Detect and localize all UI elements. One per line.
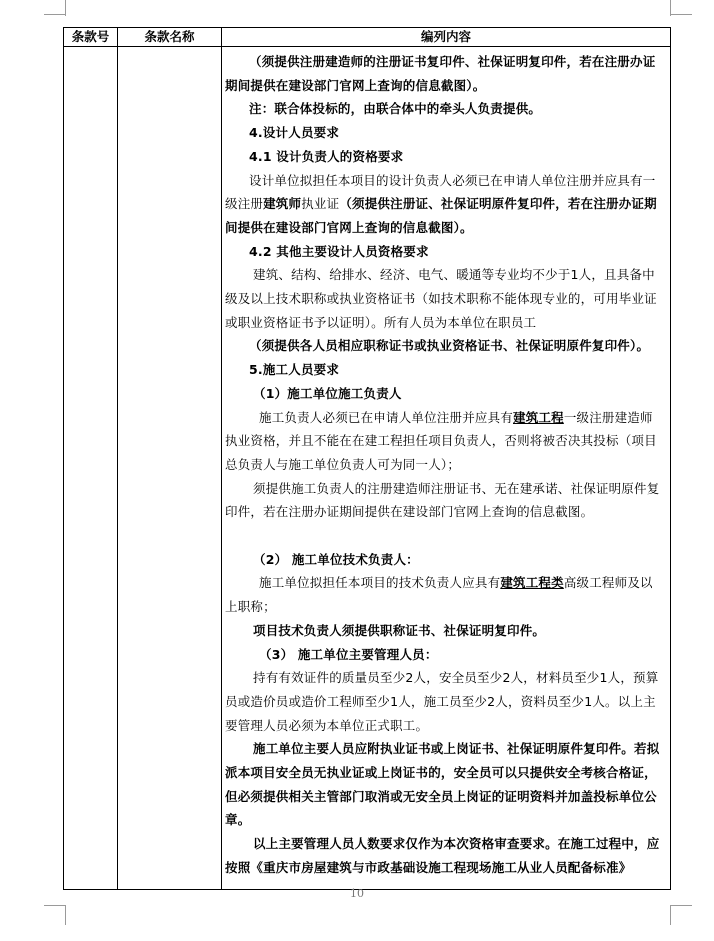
section-heading: 4.设计人员要求	[249, 125, 340, 141]
text-run: 高级工程师及以上职称；	[225, 575, 653, 615]
paragraph	[225, 406, 664, 477]
text-run-bold: 建筑师	[263, 196, 302, 212]
paragraph: 持有有效证件的质量员至少2人，安全员至少2人，材料员至少1人，预算员或造价员或造价工程师至少1人，施工员至少2人，资料员至少1人。以上主要管理人员必须为本单位正式职工。	[225, 670, 659, 733]
paragraph: （须提供注册建造师的注册证书复印件、社保证明复印件，若在注册办证期间提供在建设部门官网上查询的信息截图）。	[225, 54, 656, 93]
clause-table	[63, 27, 671, 890]
section-heading: 5.施工人员要求	[249, 362, 340, 378]
subsection-heading: 4.2 其他主要设计人员资格要求	[249, 243, 429, 259]
crop-mark-bottom-left	[44, 905, 66, 906]
subsection-heading: （2） 施工单位技术负责人：	[253, 551, 419, 567]
paragraph: （须提供各人员相应职称证书或执业资格证书、社保证明原件复印件）。	[249, 338, 650, 354]
paragraph: 项目技术负责人须提供职称证书、社保证明复印件。	[253, 622, 546, 638]
paragraph: 须提供施工负责人的注册建造师注册证书、无在建承诺、社保证明原件复印件，若在注册办证期间提供在建设部门官网上查询的信息截图。	[225, 480, 660, 520]
paragraph: 建筑、结构、给排水、经济、电气、暖通等专业均不少于1人，且具备中级及以上技术职称或执业资格证书（如技术职称不能体现专业的，可用毕业证或职业资格证书予以证明）。所有人员为本单位在职员工	[225, 267, 657, 330]
paragraph: 以上主要管理人员人数要求仅作为本次资格审查要求。在施工过程中，应按照《重庆市房屋建筑与市政基础设施工程现场施工从业人员配备标准》	[225, 836, 660, 875]
subsection-heading: 4.1 设计负责人的资格要求	[249, 148, 404, 164]
content-cell	[222, 47, 671, 890]
subsection-heading: （3） 施工单位主要管理人员：	[259, 646, 438, 662]
crop-mark-top-left	[65, 0, 66, 16]
crop-mark-bottom-left	[65, 905, 66, 925]
text-run-underlined: 建筑工程	[513, 409, 564, 425]
paragraph: 注：联合体投标的，由联合体中的牵头人负责提供。	[249, 101, 542, 117]
clause-number-cell	[64, 47, 118, 890]
header-clause-number: 条款号	[64, 28, 118, 47]
crop-mark-top-right	[670, 14, 692, 15]
paragraph	[225, 169, 664, 240]
text-run-bold: （须提供注册证、社保证明原件复印件，若在注册办证期间提供在建设部门官网上查询的信息截图）。	[225, 196, 657, 235]
crop-mark-bottom-right	[670, 905, 692, 906]
text-run: 施工负责人必须已在申请人单位注册并应具有	[259, 409, 514, 425]
blank-line	[225, 524, 664, 548]
header-content: 编列内容	[222, 28, 671, 47]
text-run: 一级注册建造师执业资格，并且不能在在建工程担任项目负责人，否则将被否决其投标（项目总负责人与施工单位负责人可为同一人）；	[225, 409, 657, 472]
crop-mark-bottom-right	[670, 905, 671, 925]
table-header-row	[64, 28, 671, 47]
crop-mark-top-left	[44, 14, 66, 15]
subsection-heading: （1）施工单位施工负责人	[253, 385, 402, 401]
text-run: 设计单位拟担任本项目的设计负责人必须已在申请人单位注册并应具有一级注册	[225, 172, 656, 212]
text-run: 施工单位拟担任本项目的技术负责人应具有	[259, 575, 501, 591]
text-run-underlined: 建筑工程类	[500, 575, 564, 591]
text-run: 执业证	[301, 196, 340, 212]
crop-mark-top-right	[670, 0, 671, 16]
header-clause-name: 条款名称	[118, 28, 222, 47]
paragraph	[225, 571, 664, 618]
paragraph: 施工单位主要人员应附执业证书或上岗证书、社保证明原件复印件。若拟派本项目安全员无执业证或上岗证书的，安全员可以只提供安全考核合格证，但必须提供相关主管部门取消或无安全员上岗证的证明资料并加盖投标单位公章。	[225, 741, 660, 828]
table-row	[64, 47, 671, 890]
page-number: 10	[350, 887, 364, 900]
clause-name-cell	[118, 47, 222, 890]
